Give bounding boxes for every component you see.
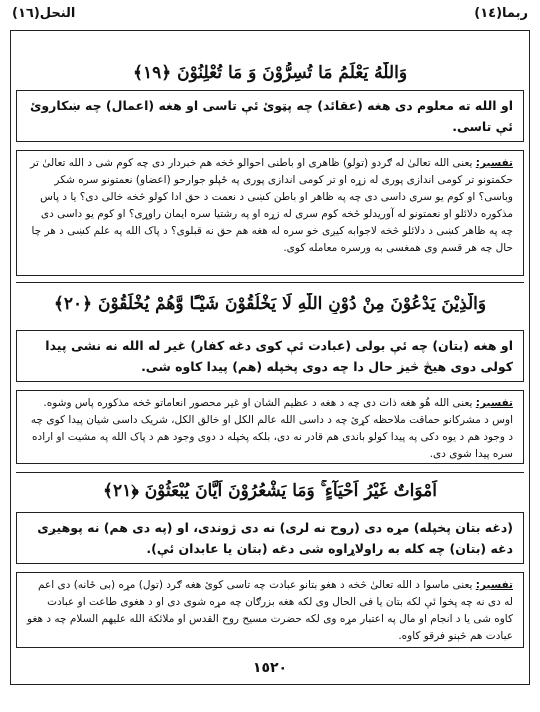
section-divider [16,472,524,473]
juz-header: ربما(١٤) [474,6,528,21]
tafsir-box-20 [16,390,524,464]
section-divider [16,282,524,283]
tafsir-text: یعنی ماسوا د الله تعالیٰ څخه د هغو بتانو عبادت چه تاسی کوئ هغه ګرد (تول) مړه (بی ځانه) دی اعم له دی نه چه پخوا ئې لکه بتان یا فی الحال وی لکه هغه بزرګان چه مړه شوی دی او د هغوی طاعت او عبادت کاوه شی یا د انجام او مال په اعتبار مړه وی لکه حضرت مسیح روح القدس او ملائکة الله علیهم السلام چه د هغو عبادت هم څېنو فرقو کاوه. [27,579,513,642]
page-number: ١٥٢٠ [252,660,288,676]
verse-20: وَالَّذِيْنَ يَدْعُوْنَ مِنْ دُوْنِ اللّٰهِ لَا يَخْلُقُوْنَ شَيْـًٔا وَّهُمْ يُخْلَقُوْنَ ﴿٢٠﴾ [53,294,487,314]
verse-19: وَاللّٰهُ يَعْلَمُ مَا تُسِرُّوْنَ وَ مَا تُعْلِنُوْنَ ﴿١٩﴾ [132,63,408,83]
translation-text: او الله ته معلوم دی هغه (عقائد) چه پټوئ ئې تاسی او هغه (اعمال) چه ښکاروئ ئې تاسی. [29,98,513,134]
tafsir-label: تفسیر: [475,157,513,169]
surah-header: النحل(١٦) [12,6,76,21]
translation-box-19 [16,90,524,142]
tafsir-text: یعنی الله هُو هغه ذات دی چه د هغه د عظیم الشان او غیر محصور انعاماتو څخه مذکوره پاس وشوه. اوس د مشرکانو حماقت ملاحظه کړئ چه د داسی الله عالم الکل او خالق الکل، شریک داسی شیان پیدا کوی چه د وجود هم د یوه دکی په پیدا کولو باندی هم قادر نه دی، بلکه پخپله د دوی وجود هم د پاک الله په مشیت او اراده سره پیدا شوی دی. [30,397,513,460]
translation-text: (دغه بتان پخپله) مړه دی (روح نه لری) نه دی ژوندی، او (په دی هم) نه پوهیږی دغه (بتان) چه کله به راولاړاوه شی دغه (بتان یا عابدان ئې). [37,520,513,556]
translation-box-21 [16,512,524,564]
tafsir-label: تفسیر: [475,579,513,591]
tafsir-text: یعنی الله تعالیٰ له ګردو (تولو) ظاهری او باطنی احوالو څخه هم خبردار دی چه کوم شی د الله تعالیٰ تر حکمتونو تر کومی اندازی پوری له زړه او تر کومی اندازی پوری په ځپلو جوارحو (اعضاو) نعمتونو سره شکر وباسی؟ او کوم یو سری داسی دی چه په ظاهر او باطن کښی د نعمت د حق ادا کولو څخه خالی دی؟ یا د پاس مذکوره دلائلو او نعمتونو له آوریدلو څخه کوم سری له زړه او په رشتیا سره ایمان راوړی؟ او کوم یو داسی دی چه په ظاهر کښی د دلائلو څخه لاجوابه کیږی خو سره له هغه هم حق نه قبلوی؟ د پاک الله په علم کښی د هر چا حال چه هر قسم وی همغسی به ورسره معامله کوی. [30,157,513,254]
translation-text: او هغه (بتان) چه ئې بولی (عبادت ئې کوی دغه کفار) غیر له الله نه نشی پیدا کولی دوی هیڅ څیز حال دا چه دوی پخپله (هم) پیدا کاوه شی. [45,338,513,374]
tafsir-box-19 [16,150,524,276]
verse-21: اَمْوَاتٌ غَيْرُ اَحْيَآءٍ ۚ وَمَا يَشْعُرُوْنَ اَيَّانَ يُبْعَثُوْنَ ﴿٢١﴾ [103,481,437,501]
tafsir-label: تفسیر: [475,397,513,409]
tafsir-box-21 [16,572,524,648]
translation-box-20 [16,330,524,382]
